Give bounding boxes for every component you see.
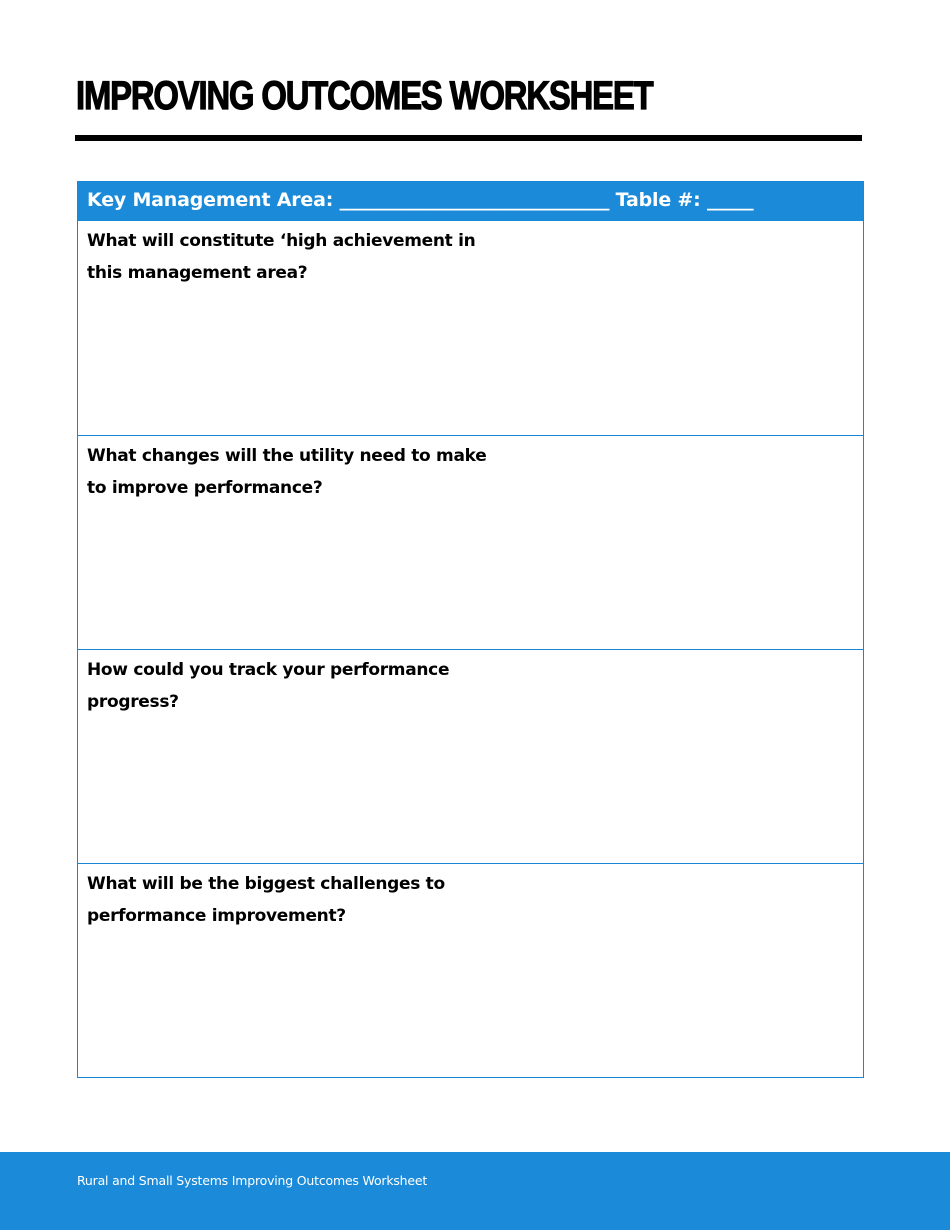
question-high-achievement: What will constitute ‘high achievement in this management area? — [87, 231, 476, 283]
answer-area[interactable] — [78, 291, 863, 435]
worksheet-header — [78, 182, 863, 221]
page-title: IMPROVING OUTCOMES WORKSHEET — [76, 74, 653, 118]
question-row — [78, 221, 863, 435]
footer-text: Rural and Small Systems Improving Outcomes Worksheet — [77, 1173, 428, 1188]
answer-area[interactable] — [78, 934, 863, 1077]
question-changes-needed: What changes will the utility need to make to improve performance? — [87, 446, 487, 498]
key-management-area-label: Key Management Area: — [87, 189, 340, 211]
question-row — [78, 649, 863, 863]
question-row — [78, 863, 863, 1077]
table-number-label: Table #: — [615, 189, 707, 211]
title-divider — [75, 135, 862, 141]
worksheet-table — [77, 181, 864, 1078]
question-track-progress: How could you track your performance progress? — [87, 660, 450, 712]
table-number-blank[interactable]: _____ — [706, 189, 754, 211]
key-management-area-blank[interactable]: _____________________________ — [339, 189, 616, 211]
question-biggest-challenges: What will be the biggest challenges to performance improvement? — [87, 874, 445, 926]
answer-area[interactable] — [78, 720, 863, 863]
footer-bar — [0, 1152, 950, 1230]
question-row — [78, 435, 863, 649]
answer-area[interactable] — [78, 506, 863, 649]
